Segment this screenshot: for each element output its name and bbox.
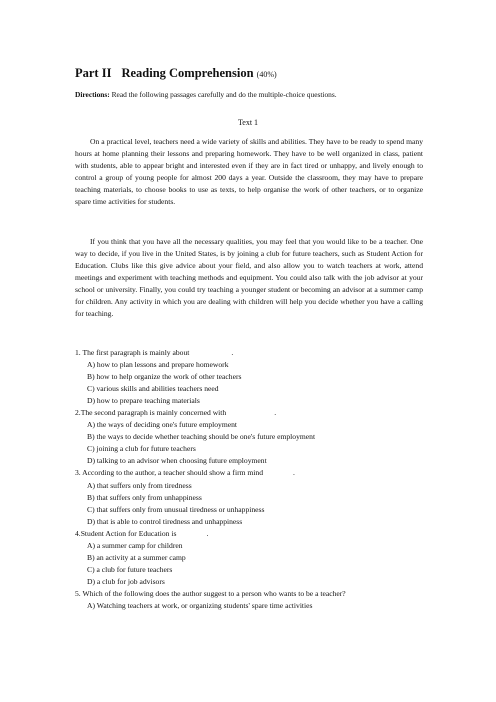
- answer-option: C) various skills and abilities teachers need: [87, 384, 219, 394]
- paragraph-text: If you think that you have all the necessary qualities, you may feel that you would like to be a teacher. One way to decide, if you live in the United States, is by joining a club for future teachers, such as Student Action for Education. Clubs like this give advice about your field, and also allow you to watch teachers at work, attend meetings and experiment with teaching methods and equipment. You could also talk with the job advisor at your school or university. Finally, you could try teaching a younger student or becoming an advisor at a summer camp for children. Any activity in which you are dealing with children will help you decide whether you have a calling for teaching.: [75, 237, 423, 319]
- question-stem: 1. The first paragraph is mainly about .: [75, 348, 234, 357]
- paragraph-text: On a practical level, teachers need a wide variety of skills and abilities. They have to be ready to spend many hours at home planning their lessons and preparing homework. They have to be well organized in class, patient with students, able to appear bright and interested even if they are in fact tired or unhappy, and lively enough to control a group of young people for almost 200 days a year. Outside the classroom, they may have to prepare teaching materials, to choose books to use as texts, to help organise the work of other teachers, or to organize spare time activities for students.: [75, 137, 423, 207]
- question-stem: 2.The second paragraph is mainly concerned with .: [75, 408, 277, 418]
- answer-option: C) that suffers only from unusual tiredness or unhappiness: [87, 504, 265, 514]
- answer-option: C) a club for future teachers: [87, 564, 173, 574]
- passage-paragraph-2: [75, 236, 423, 320]
- question-stem: 3. According to the author, a teacher should show a firm mind .: [75, 468, 295, 478]
- question-list: [75, 347, 346, 612]
- answer-option: D) that is able to control tiredness and unhappiness: [87, 516, 243, 526]
- section-heading: [75, 66, 277, 81]
- question-stem: 4.Student Action for Education is .: [75, 528, 209, 538]
- answer-option: A) how to plan lessons and prepare homework: [87, 360, 229, 370]
- answer-option: D) how to prepare teaching materials: [87, 396, 200, 406]
- part-title-text: Reading Comprehension: [121, 66, 254, 80]
- question-stem: 5. Which of the following does the author suggest to a person who wants to be a teacher?: [75, 588, 346, 598]
- answer-option: B) how to help organize the work of other teachers: [87, 372, 242, 382]
- passage-paragraph-1: [75, 136, 423, 208]
- answer-option: C) joining a club for future teachers: [87, 444, 196, 454]
- directions: [75, 90, 337, 99]
- answer-option: A) a summer camp for children: [87, 540, 183, 550]
- answer-option: D) talking to an advisor when choosing future employment: [87, 456, 267, 466]
- answer-option: B) an activity at a summer camp: [87, 552, 186, 562]
- directions-label: Directions:: [75, 90, 110, 99]
- directions-text: Read the following passages carefully and do the multiple-choice questions.: [111, 90, 337, 99]
- part-percent: (40%): [256, 70, 277, 79]
- answer-option: B) that suffers only from unhappiness: [87, 492, 202, 502]
- passage-title: Text 1: [237, 118, 259, 127]
- answer-option: B) the ways to decide whether teaching should be one's future employment: [87, 432, 316, 442]
- answer-option: A) the ways of deciding one's future employment: [87, 420, 238, 430]
- answer-option: D) a club for job advisors: [87, 576, 165, 586]
- answer-option: A) Watching teachers at work, or organizing students' spare time activities: [87, 600, 313, 610]
- answer-option: A) that suffers only from tiredness: [87, 480, 192, 490]
- part-label: Part II: [75, 66, 112, 80]
